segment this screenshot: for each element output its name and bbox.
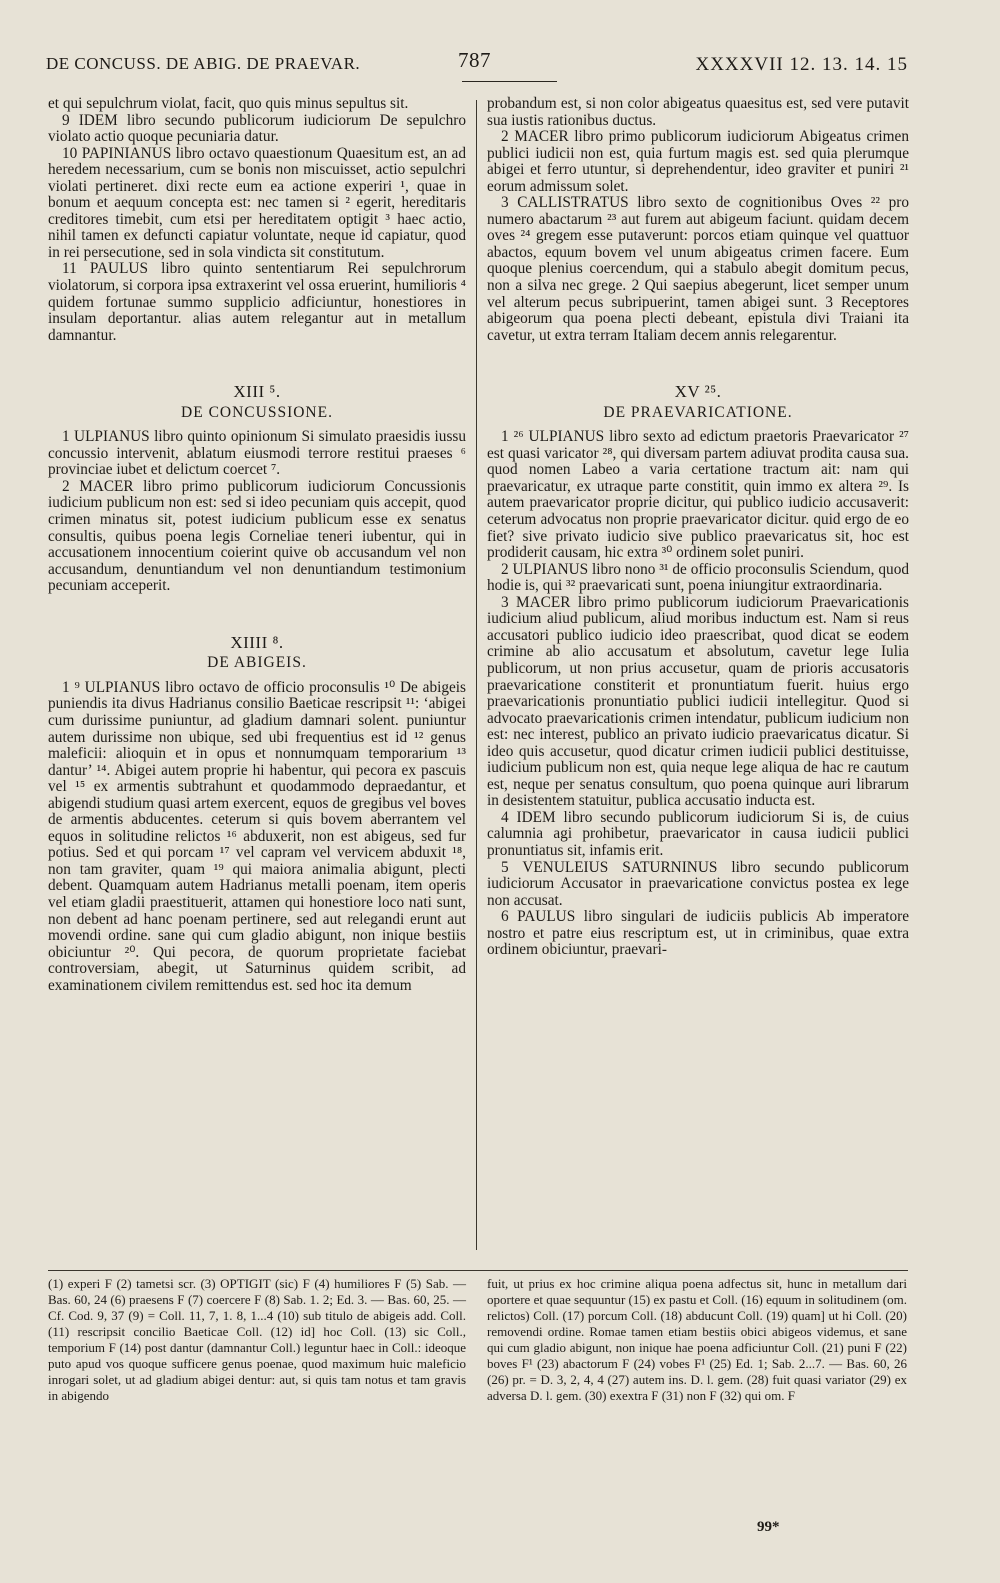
right-column [487, 96, 909, 959]
section-number: XV ²⁵. [674, 382, 722, 402]
footnotes-right: fuit, ut prius ex hoc crimine aliqua poena adfectus sit, hunc in metallum dari oportere et quae sequuntur (15) ex pastu et Coll. (16) equum in solitudinem (om. relictos) Coll. (17) porcum Coll. (18) abducunt Coll. (19) quam] ut hi Coll. (20) removendi ordine. Romae tamen etiam bestiis obici abigeos videmus, et sane qui cum gladio abigunt, non inique hae poena adficiuntur Coll. (21) puni F (22) boves F¹ (23) abactorum F (24) vobes F¹ (25) Ed. 1; Sab. 2...7. — Bas. 60, 26 (26) pr. = D. 3, 2, 4, 4 (27) autem ins. D. l. gem. (28) fuit quasi variator (29) ex adversa D. l. gem. (30) exextra F (31) non F (32) qui om. F [487, 1276, 907, 1403]
paragraph: 3 MACER libro primo publicorum iudiciorum Praevaricationis iudicium aliud publicum, aliud moribus inductum est. Nam si reus accusatori publico iudicio ideo praescribat, quod dicat se eodem crimine ab alio accusatum et absolutum, cavetur lege Iulia publicorum, ut non prius accusetur, quam de prioris accusatoris praevaricatione constiterit et pronuntiatum fuerit. huius ergo praevaricationis pronuntiatio publici iudicii intellegitur. Quod si advocato praevaricationis crimen intendatur, publicum iudicium non est: nec interest, publico an privato iudicio praevaricatus dicatur. Si ideo quis accusetur, quod dicatur crimen iudicii publici destituisse, iudicium publicum non est, quia neque lege aliqua de hac re cautum est, neque per senatus consultum, quo poena quinque auri librarum in desistentem statuitur, publica accusatio inducta est. [487, 593, 909, 810]
paragraph: et qui sepulchrum violat, facit, quo quis minus sepultus sit. [48, 95, 409, 112]
left-column [48, 96, 466, 994]
paragraph: 1 ULPIANUS libro quinto opinionum Si simulato praesidis iussu concussio intervenit, ablatum eiusmodi terrore restitui praeses ⁶ provinciae iubet et delictum coercet ⁷. [48, 428, 466, 479]
paragraph: 10 PAPINIANUS libro octavo quaestionum Quaesitum est, an ad heredem necessarium, cum se bonis non miscuisset, actio sepulchri violati pertineret. dixi recte eum ea actione experiri ¹, quae in bonum et aequum concepta est: nec tamen si ² egerit, hereditaris creditores timebit, cum etsi per hereditatem optigit ³ haec actio, nihil tamen ex defuncti capiatur voluntate, neque id capiatur, quod in rei persecutione, sed in sola vindicta sit constitutum. [48, 144, 466, 261]
paragraph: 2 MACER libro primo publicorum iudiciorum Abigeatus crimen publici iudicii non est, quia furtum magis est. sed quia plerumque abigei et ferro utuntur, si deprehendentur, ideo graviter et puniri ²¹ eorum admissum solet. [487, 128, 909, 195]
section-title: DE ABIGEIS. [207, 654, 307, 672]
paragraph: 6 PAULUS libro singulari de iudiciis publicis Ab imperatore nostro et patre eius rescriptum est, ut in criminibus, quae extra ordinem obiciuntur, praevari- [487, 908, 909, 959]
signature-mark: 99* [757, 1519, 780, 1535]
section-number: XIII ⁵. [233, 382, 281, 402]
paragraph: 2 ULPIANUS libro nono ³¹ de officio proconsulis Sciendum, quod hodie is, qui ³² praevaricati sunt, poena iniungitur extraordinaria. [487, 560, 909, 595]
paragraph: 1 ²⁶ ULPIANUS libro sexto ad edictum praetoris Praevaricator ²⁷ est quasi varicator ²⁸, qui diversam partem adiuvat prodita causa sua. quod nomen Labeo a varia certatione tractum ait: nam qui praevaricatur, ex utraque parte constitit, quin immo ex altera ²⁹. Is autem praevaricator proprie dicitur, qui publico iudicio accusaverit: ceterum advocatus non proprie praevaricator dicitur. quid ergo de eo fiet? sive privato iudicio sive publico praevaricatus sit, hoc est prodiderit causam, hic extra ³⁰ ordinem solet puniri. [487, 428, 909, 562]
paragraph: 4 IDEM libro secundo publicorum iudiciorum Si is, de cuius calumnia agi prohibetur, praevaricator in causa iudicii publici pronuntiatus sit, infamis erit. [487, 808, 909, 859]
section-title: DE CONCUSSIONE. [181, 403, 333, 421]
footnotes-left: (1) experi F (2) tametsi scr. (3) OPTIGIT (sic) F (4) humiliores F (5) Sab. — Bas. 60, 24 (6) praesens F (7) coercere F (8) Sab. 1. 2; Ed. 3. — Bas. 60, 25. — Cf. Cod. 9, 37 (9) = Coll. 11, 7, 1. 8, 1...4 (10) sub titulo de abigeis add. Coll. (11) rescripsit concilio Baeticae Coll. (12) id] hoc Coll. (13) sic Coll., temporium F (14) post dantur (damnantur Coll.) leguntur haec in Coll.: ideoque puto apud vos quoque sufficere genus poenae, quod maximum huic maleficio inrogari solet, ut ad gladium abigei dentur: aut, si quis tam notus et tam gravis in abigendo [48, 1276, 466, 1403]
page-number: 787 [458, 48, 491, 72]
header-rule [462, 81, 557, 82]
paragraph: 11 PAULUS libro quinto sententiarum Rei sepulchrorum violatorum, si corpora ipsa extraxerint vel ossa eruerint, humilioris ⁴ quidem fortunae summo supplicio adficiuntur, honestiores in insulam deportantur. alias autem relegantur aut in metallum damnantur. [48, 260, 466, 344]
header-reference: XXXXVII 12. 13. 14. 15 [695, 54, 908, 75]
section-number: XIIII ⁸. [230, 632, 284, 652]
paragraph: probandum est, si non color abigeatus quaesitus est, sed vere putavit sua iustis rationibus ductus. [487, 95, 909, 129]
column-divider [476, 100, 477, 1250]
paragraph: 5 VENULEIUS SATURNINUS libro secundo publicorum iudiciorum Accusator in praevaricatione convictus postea ex lege non accusat. [487, 858, 909, 909]
section-title: DE PRAEVARICATIONE. [603, 403, 793, 421]
footnote-rule [48, 1270, 908, 1271]
paragraph: 1 ⁹ ULPIANUS libro octavo de officio proconsulis ¹⁰ De abigeis puniendis ita divus Hadrianus consilio Baeticae rescripsit ¹¹: ‘abigei cum durissime puniuntur, ad gladium damnari solent. puniuntur autem durissime non ubique, sed ubi frequentius est id ¹² genus maleficii: alioquin et in opus et nonnumquam temporarium ¹³ dantur’ ¹⁴. Abigei autem proprie hi habentur, qui pecora ex pascuis vel ¹⁵ ex armentis subtrahunt et quodammodo depraedantur, et abigendi studium quasi artem exercent, equos de gregibus vel boves de armentis abducentes. ceterum si quis bovem aberrantem vel equos in solitudine relictos ¹⁶ abduxerit, non est abigeus, sed fur potius. Sed et qui porcam ¹⁷ vel capram vel vervicem abduxit ¹⁸, non tam graviter, quam ¹⁹ qui maiora animalia abigunt, plecti debent. Quamquam autem Hadrianus metalli poenam, item operis vel etiam gladii praestituerit, attamen qui honestiore loco nati sunt, non debent ad hanc poenam pertinere, sed aut relegandi erunt aut movendi ordine. sane qui cum gladio abigunt, non inique bestiis obiciuntur ²⁰. Qui pecora, de quorum proprietate faciebat controversiam, abegit, ut Saturninus quidem scribit, ad examinationem civilem remittendus est. sed hoc ita demum [48, 678, 466, 994]
header-title: DE CONCUSS. DE ABIG. DE PRAEVAR. [46, 54, 361, 73]
paragraph: 2 MACER libro primo publicorum iudiciorum Concussionis iudicium publicum non est: sed si ideo pecuniam quis accepit, quod crimen minatus sit, potest iudicium publicum esse ex senatus consultis, quibus poena legis Corneliae teneri iubentur, qui in accusationem innocentium coierint quive ob accusandum vel non accusandum, denuntiandum vel non denuntiandum testimonium pecuniam acceperit. [48, 477, 466, 595]
paragraph: 3 CALLISTRATUS libro sexto de cognitionibus Oves ²² pro numero abactarum ²³ aut furem aut abigeum faciunt. quidam decem oves ²⁴ gregem esse putaverunt: porcos etiam quinque vel quattuor abactos, equum bovem vel unum abigeatus crimen facere. Eum quoque plenius coercendum, qui a stabulo abegit domitum pecus, non a silva nec grege. 2 Qui saepius abegerunt, licet semper unum vel alterum pecus subripuerint, tamen abigei sunt. 3 Receptores abigeorum qua poena plecti debeant, epistula divi Traiani ita cavetur, ut extra terram Italiam decem annis relegarentur. [487, 194, 909, 344]
paragraph: 9 IDEM libro secundo publicorum iudiciorum De sepulchro violato actio quoque pecuniaria datur. [48, 111, 466, 146]
